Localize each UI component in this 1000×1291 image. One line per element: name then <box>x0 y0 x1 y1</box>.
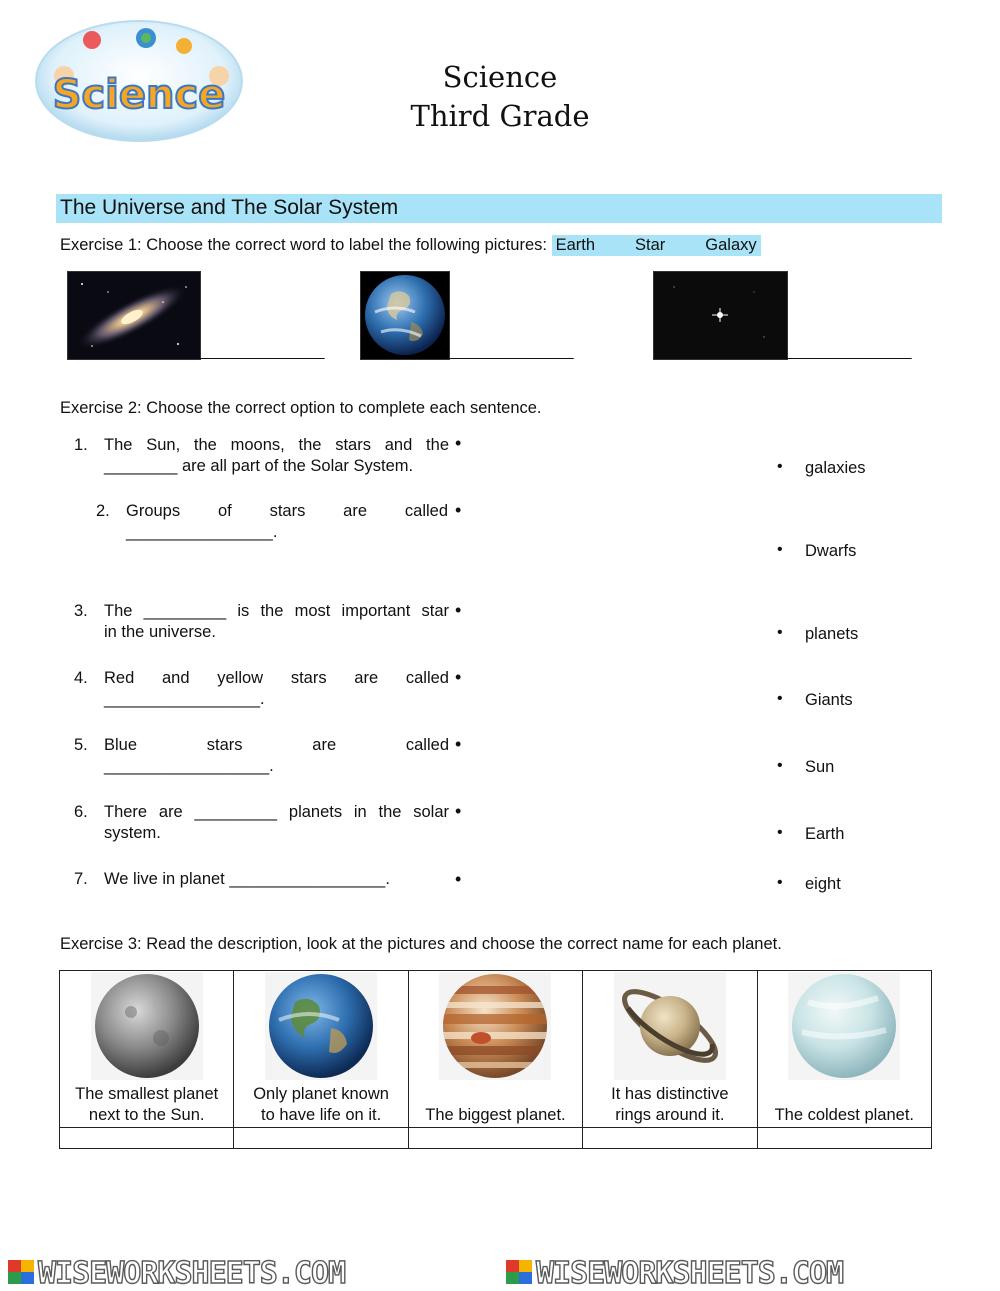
sentence-4: 4. Red and yellow stars are called _________________. <box>74 669 449 708</box>
word-earth: Earth <box>555 236 596 254</box>
saturn-picture <box>614 972 726 1080</box>
option-3[interactable]: • planets <box>777 624 859 643</box>
planet-desc-2b: to have life on it. <box>261 1106 382 1124</box>
footer-brand-2 <box>506 1256 843 1291</box>
earth-planet-picture <box>265 972 377 1080</box>
match-dot-left-4[interactable]: • <box>455 667 462 687</box>
sentence-6: 6. There are _________ planets in the solar system. <box>74 803 449 842</box>
sentence-1: 1. The Sun, the moons, the stars and the ________ are all part of the Solar System. <box>74 436 449 475</box>
option-bullet: • <box>777 624 783 641</box>
option-bullet: • <box>777 874 783 891</box>
planet-cell-2 <box>234 971 408 1128</box>
label-blank-1[interactable]: ______________ <box>200 343 325 360</box>
word-star: Star <box>635 236 666 254</box>
match-dot-left-5[interactable]: • <box>455 734 462 754</box>
earth-picture <box>360 271 450 360</box>
svg-text:WISEWORKSHEETS.COM: WISEWORKSHEETS.COM <box>536 1256 844 1291</box>
planet-desc-4a: It has distinctive <box>611 1085 729 1103</box>
option-bullet: • <box>777 824 783 841</box>
label-blank-2[interactable]: ______________ <box>449 343 574 360</box>
label-blank-3[interactable]: ______________ <box>787 343 912 360</box>
planet-desc-3b: The biggest planet. <box>425 1106 566 1124</box>
match-dot-left-3[interactable]: • <box>455 600 462 620</box>
sentence-7: 7. We live in planet _________________. <box>74 870 390 888</box>
uranus-picture <box>788 972 900 1080</box>
word-bank <box>552 235 761 256</box>
match-dot-left-6[interactable]: • <box>455 801 462 821</box>
planet-desc-2a: Only planet known <box>253 1085 389 1103</box>
planet-answer-1[interactable] <box>60 1128 234 1149</box>
star-picture <box>653 271 788 360</box>
planet-answer-2[interactable] <box>234 1128 408 1149</box>
match-dot-left-7[interactable]: • <box>455 869 462 889</box>
option-bullet: • <box>777 541 783 558</box>
svg-text:Science: Science <box>52 72 226 118</box>
planets-table <box>59 970 932 1149</box>
option-6[interactable]: • Earth <box>777 824 845 843</box>
option-7[interactable]: • eight <box>777 874 841 893</box>
planet-answer-4[interactable] <box>583 1128 757 1149</box>
planet-desc-5b: The coldest planet. <box>774 1106 914 1124</box>
option-2[interactable]: • Dwarfs <box>777 541 857 560</box>
option-4[interactable]: • Giants <box>777 690 853 709</box>
option-bullet: • <box>777 458 783 475</box>
option-bullet: • <box>777 757 783 774</box>
sentence-2: 2. Groups of stars are called ________________. <box>96 502 448 541</box>
match-dot-left-2[interactable]: • <box>455 500 462 520</box>
planet-answer-5[interactable] <box>757 1128 931 1149</box>
mercury-picture <box>91 972 203 1080</box>
match-dot-left-1[interactable]: • <box>455 433 462 453</box>
section-heading <box>56 194 942 223</box>
option-5[interactable]: • Sun <box>777 757 835 776</box>
planet-answer-3[interactable] <box>408 1128 582 1149</box>
planet-cell-5 <box>757 971 931 1128</box>
planet-cell-4 <box>583 971 757 1128</box>
option-1[interactable]: • galaxies <box>777 458 866 477</box>
section-title: The Universe and The Solar System <box>60 196 399 219</box>
svg-text:WISEWORKSHEETS.COM: WISEWORKSHEETS.COM <box>38 1256 346 1291</box>
footer-watermark <box>0 1254 1000 1291</box>
exercise1-instruction: Exercise 1: Choose the correct word to label the following pictures: Earth Star Galaxy <box>60 236 761 255</box>
page-subtitle: Third Grade <box>410 99 590 133</box>
galaxy-picture <box>67 271 201 360</box>
jupiter-picture <box>439 972 551 1080</box>
planet-cell-3 <box>408 971 582 1128</box>
sentence-3: 3. The _________ is the most important star in the universe. <box>74 602 449 641</box>
exercise2-instruction: Exercise 2: Choose the correct option to complete each sentence. <box>60 399 542 417</box>
word-galaxy: Galaxy <box>705 236 757 254</box>
footer-brand-1 <box>8 1256 345 1291</box>
sentence-5: 5. Blue stars are called __________________. <box>74 736 449 775</box>
exercise3-instruction: Exercise 3: Read the description, look at the pictures and choose the correct name for each planet. <box>60 935 782 953</box>
page-title: Science <box>442 60 558 94</box>
planet-cell-1 <box>60 971 234 1128</box>
option-bullet: • <box>777 690 783 707</box>
planet-desc-1a: The smallest planet <box>75 1085 219 1103</box>
planet-desc-4b: rings around it. <box>615 1106 725 1124</box>
planet-desc-1b: next to the Sun. <box>88 1106 205 1124</box>
